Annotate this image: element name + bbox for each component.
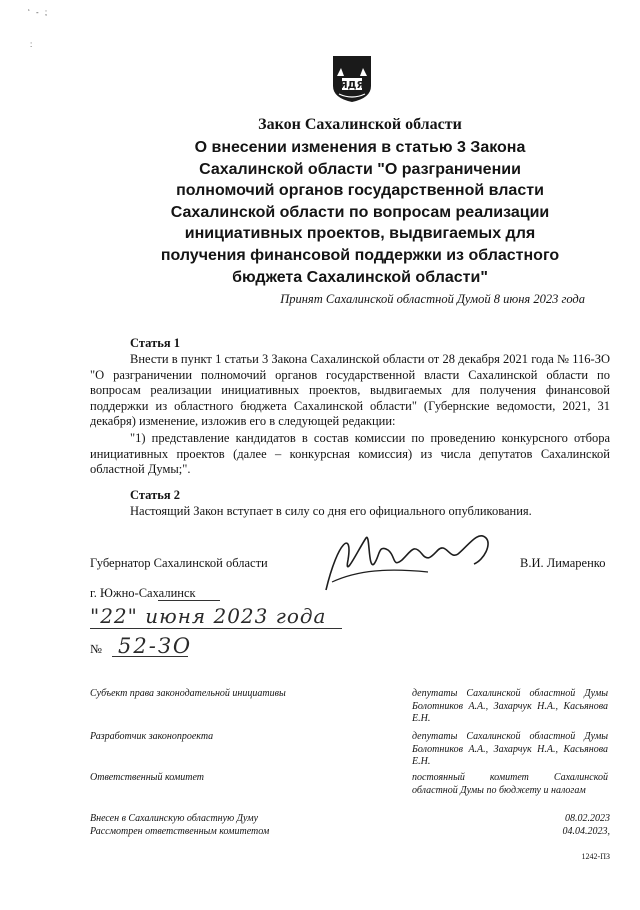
- meta-date-introduced: 08.02.2023: [565, 813, 610, 824]
- date-underline: [90, 628, 342, 629]
- subtitle-line: полномочий органов государственной власти: [176, 182, 544, 200]
- city-underline: [158, 600, 220, 601]
- handwritten-date: "22" июня 2023 года: [90, 604, 327, 628]
- subtitle-line: бюджета Сахалинской области": [232, 268, 488, 286]
- meta-label-reviewed: Рассмотрен ответственным комитетом: [90, 826, 270, 837]
- meta-value-initiative: депутаты Сахалинской областной Думы Болотников А.А., Захарчук Н.А., Касьянова Е.Н.: [412, 688, 608, 725]
- article-1-heading: Статья 1: [130, 336, 180, 350]
- meta-value-developer: депутаты Сахалинской областной Думы Болотников А.А., Захарчук Н.А., Касьянова Е.Н.: [412, 731, 608, 768]
- subtitle-line: получения финансовой поддержки из областного: [160, 246, 560, 264]
- number-underline: [112, 656, 188, 657]
- article-2-text: Настоящий Закон вступает в силу со дня его официального опубликования.: [130, 504, 532, 518]
- meta-label-committee: Ответственный комитет: [90, 772, 204, 783]
- meta-label-initiative: Субъект права законодательной инициативы: [90, 688, 286, 699]
- meta-label-developer: Разработчик законопроекта: [90, 731, 214, 742]
- handwritten-signature: [318, 520, 498, 600]
- subtitle-line: инициативных проектов, выдвигаемых для: [184, 225, 536, 243]
- subtitle-line: О внесении изменения в статью 3 Закона: [194, 139, 526, 156]
- meta-label-introduced: Внесен в Сахалинскую областную Думу: [90, 813, 259, 824]
- governor-name: В.И. Лимаренко: [520, 556, 606, 570]
- handwritten-number: 52-ЗО: [118, 634, 193, 658]
- governor-title: Губернатор Сахалинской области: [90, 556, 268, 570]
- svg-text:ЯДЯ: ЯДЯ: [339, 80, 365, 91]
- article-1-quote-text: "1) представление кандидатов в состав комиссии по проведению конкурсного отбора инициативных проектов (далее – конкурсная комиссия) из числа депутатов Сахалинской областной Думы;".: [90, 431, 610, 477]
- article-1-quote: [90, 431, 610, 478]
- meta-value-committee: постоянный комитет Сахалинской областной Думы по бюджету и налогам: [412, 772, 608, 796]
- law-subtitle: [90, 137, 630, 288]
- meta-date-reviewed: 04.04.2023,: [562, 826, 610, 837]
- scan-mark-top: ‘ - ;: [28, 8, 50, 17]
- article-1-body: [90, 352, 610, 430]
- law-title: Закон Сахалинской области: [258, 116, 462, 133]
- article-1-text: Внести в пункт 1 статьи 3 Закона Сахалинской области от 28 декабря 2021 года № 116-ЗО "О разграничении полномочий органов государственной власти Сахалинской области по вопросам реализации инициативных проектов, выдвигаемых для получения финансовой поддержки из областного бюджета Сахалинской области" (Губернские ведомости, 2021, 31 декабря) изменение, изложив его в следующей редакции:: [90, 352, 610, 429]
- subtitle-line: Сахалинской области по вопросам реализации: [170, 203, 550, 221]
- adoption-note: Принят Сахалинской областной Думой 8 июня 2023 года: [280, 292, 585, 306]
- number-prefix: №: [90, 642, 102, 656]
- article-2-heading: Статья 2: [130, 488, 180, 502]
- city-label: г. Южно-Сахалинск: [90, 586, 196, 600]
- scan-mark-left: :: [30, 40, 35, 49]
- document-code: 1242-ПЗ: [581, 852, 610, 861]
- coat-of-arms-emblem: [331, 54, 373, 104]
- subtitle-line: Сахалинской области "О разграничении: [199, 160, 521, 178]
